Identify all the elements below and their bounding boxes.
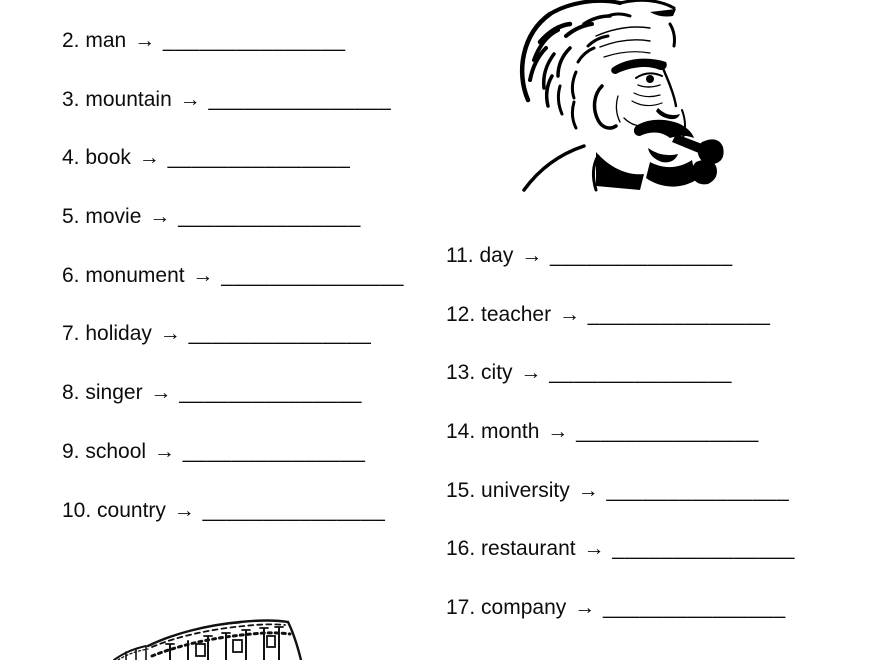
answer-blank: _______________: [221, 263, 404, 287]
item-number: 16.: [446, 537, 476, 561]
item-word: day: [479, 244, 514, 267]
item-word: book: [85, 146, 131, 170]
worksheet-item: [62, 146, 404, 205]
item-word: teacher: [481, 302, 552, 326]
answer-blank: _______________: [576, 420, 759, 444]
item-number: 13.: [446, 361, 476, 385]
arrow-glyph: →: [192, 263, 214, 287]
arrow-glyph: →: [558, 302, 580, 326]
item-number: 17.: [446, 596, 476, 620]
right-column: [446, 244, 795, 655]
arrow-glyph: →: [134, 29, 156, 52]
colosseum-image: [112, 616, 308, 660]
item-word: school: [85, 439, 147, 463]
arrow-glyph: →: [159, 322, 181, 346]
answer-blank: _______________: [182, 439, 366, 463]
arrow-glyph: →: [574, 596, 596, 620]
item-number: 7.: [62, 322, 80, 346]
arrow-glyph: →: [547, 420, 569, 444]
item-word: city: [481, 361, 513, 385]
item-number: 14.: [446, 420, 476, 444]
item-word: country: [97, 498, 166, 522]
item-number: 8.: [62, 381, 80, 405]
einstein-portrait-image: [500, 0, 724, 192]
item-number: 5.: [62, 205, 80, 229]
arrow-glyph: →: [577, 478, 599, 502]
arrow-glyph: →: [179, 87, 201, 111]
left-column: [62, 29, 404, 557]
answer-blank: _______________: [188, 322, 372, 346]
item-number: 12.: [446, 302, 476, 326]
item-word: company: [481, 596, 567, 620]
answer-blank: _______________: [550, 244, 733, 267]
item-word: monument: [85, 263, 185, 287]
arrow-glyph: →: [150, 381, 172, 405]
item-word: restaurant: [481, 537, 576, 561]
item-number: 3.: [62, 87, 80, 111]
arrow-glyph: →: [583, 537, 605, 561]
answer-blank: _______________: [612, 537, 795, 561]
answer-blank: _______________: [208, 87, 392, 111]
item-number: 15.: [446, 478, 476, 502]
worksheet-item: [62, 29, 404, 88]
worksheet-item: [446, 303, 795, 362]
worksheet-item: [62, 440, 404, 499]
worksheet-item: [62, 381, 404, 440]
answer-blank: _______________: [606, 478, 790, 502]
worksheet-item: [446, 361, 795, 420]
worksheet-item: [62, 499, 404, 558]
worksheet-item: [446, 537, 795, 596]
arrow-glyph: →: [153, 439, 175, 463]
worksheet-item: [446, 479, 795, 538]
arrow-glyph: →: [173, 498, 195, 522]
worksheet-item: [446, 596, 795, 655]
worksheet-item: [446, 420, 795, 479]
worksheet-item: [62, 322, 404, 381]
item-number: 6.: [62, 263, 80, 287]
item-word: movie: [85, 205, 142, 229]
worksheet-item: [62, 205, 404, 264]
item-number: 10.: [62, 498, 92, 522]
item-word: month: [481, 420, 540, 444]
answer-blank: _______________: [587, 302, 771, 326]
arrow-glyph: →: [138, 146, 160, 170]
worksheet-item: [62, 88, 404, 147]
arrow-glyph: →: [521, 244, 543, 267]
item-word: mountain: [85, 87, 172, 111]
item-word: university: [481, 478, 570, 502]
answer-blank: _______________: [179, 381, 362, 405]
item-word: man: [85, 29, 127, 52]
answer-blank: _______________: [167, 146, 351, 170]
item-number: 11.: [446, 244, 474, 267]
answer-blank: _______________: [162, 29, 346, 52]
answer-blank: _______________: [178, 205, 361, 229]
answer-blank: _______________: [549, 361, 732, 385]
worksheet-item: [62, 264, 404, 323]
item-number: 2.: [62, 29, 80, 52]
item-word: holiday: [85, 322, 152, 346]
item-word: singer: [85, 381, 143, 405]
arrow-glyph: →: [520, 361, 542, 385]
arrow-glyph: →: [149, 205, 171, 229]
worksheet-item: [446, 244, 795, 303]
item-number: 4.: [62, 146, 80, 170]
answer-blank: _______________: [202, 498, 386, 522]
answer-blank: _______________: [602, 596, 786, 620]
item-number: 9.: [62, 439, 80, 463]
